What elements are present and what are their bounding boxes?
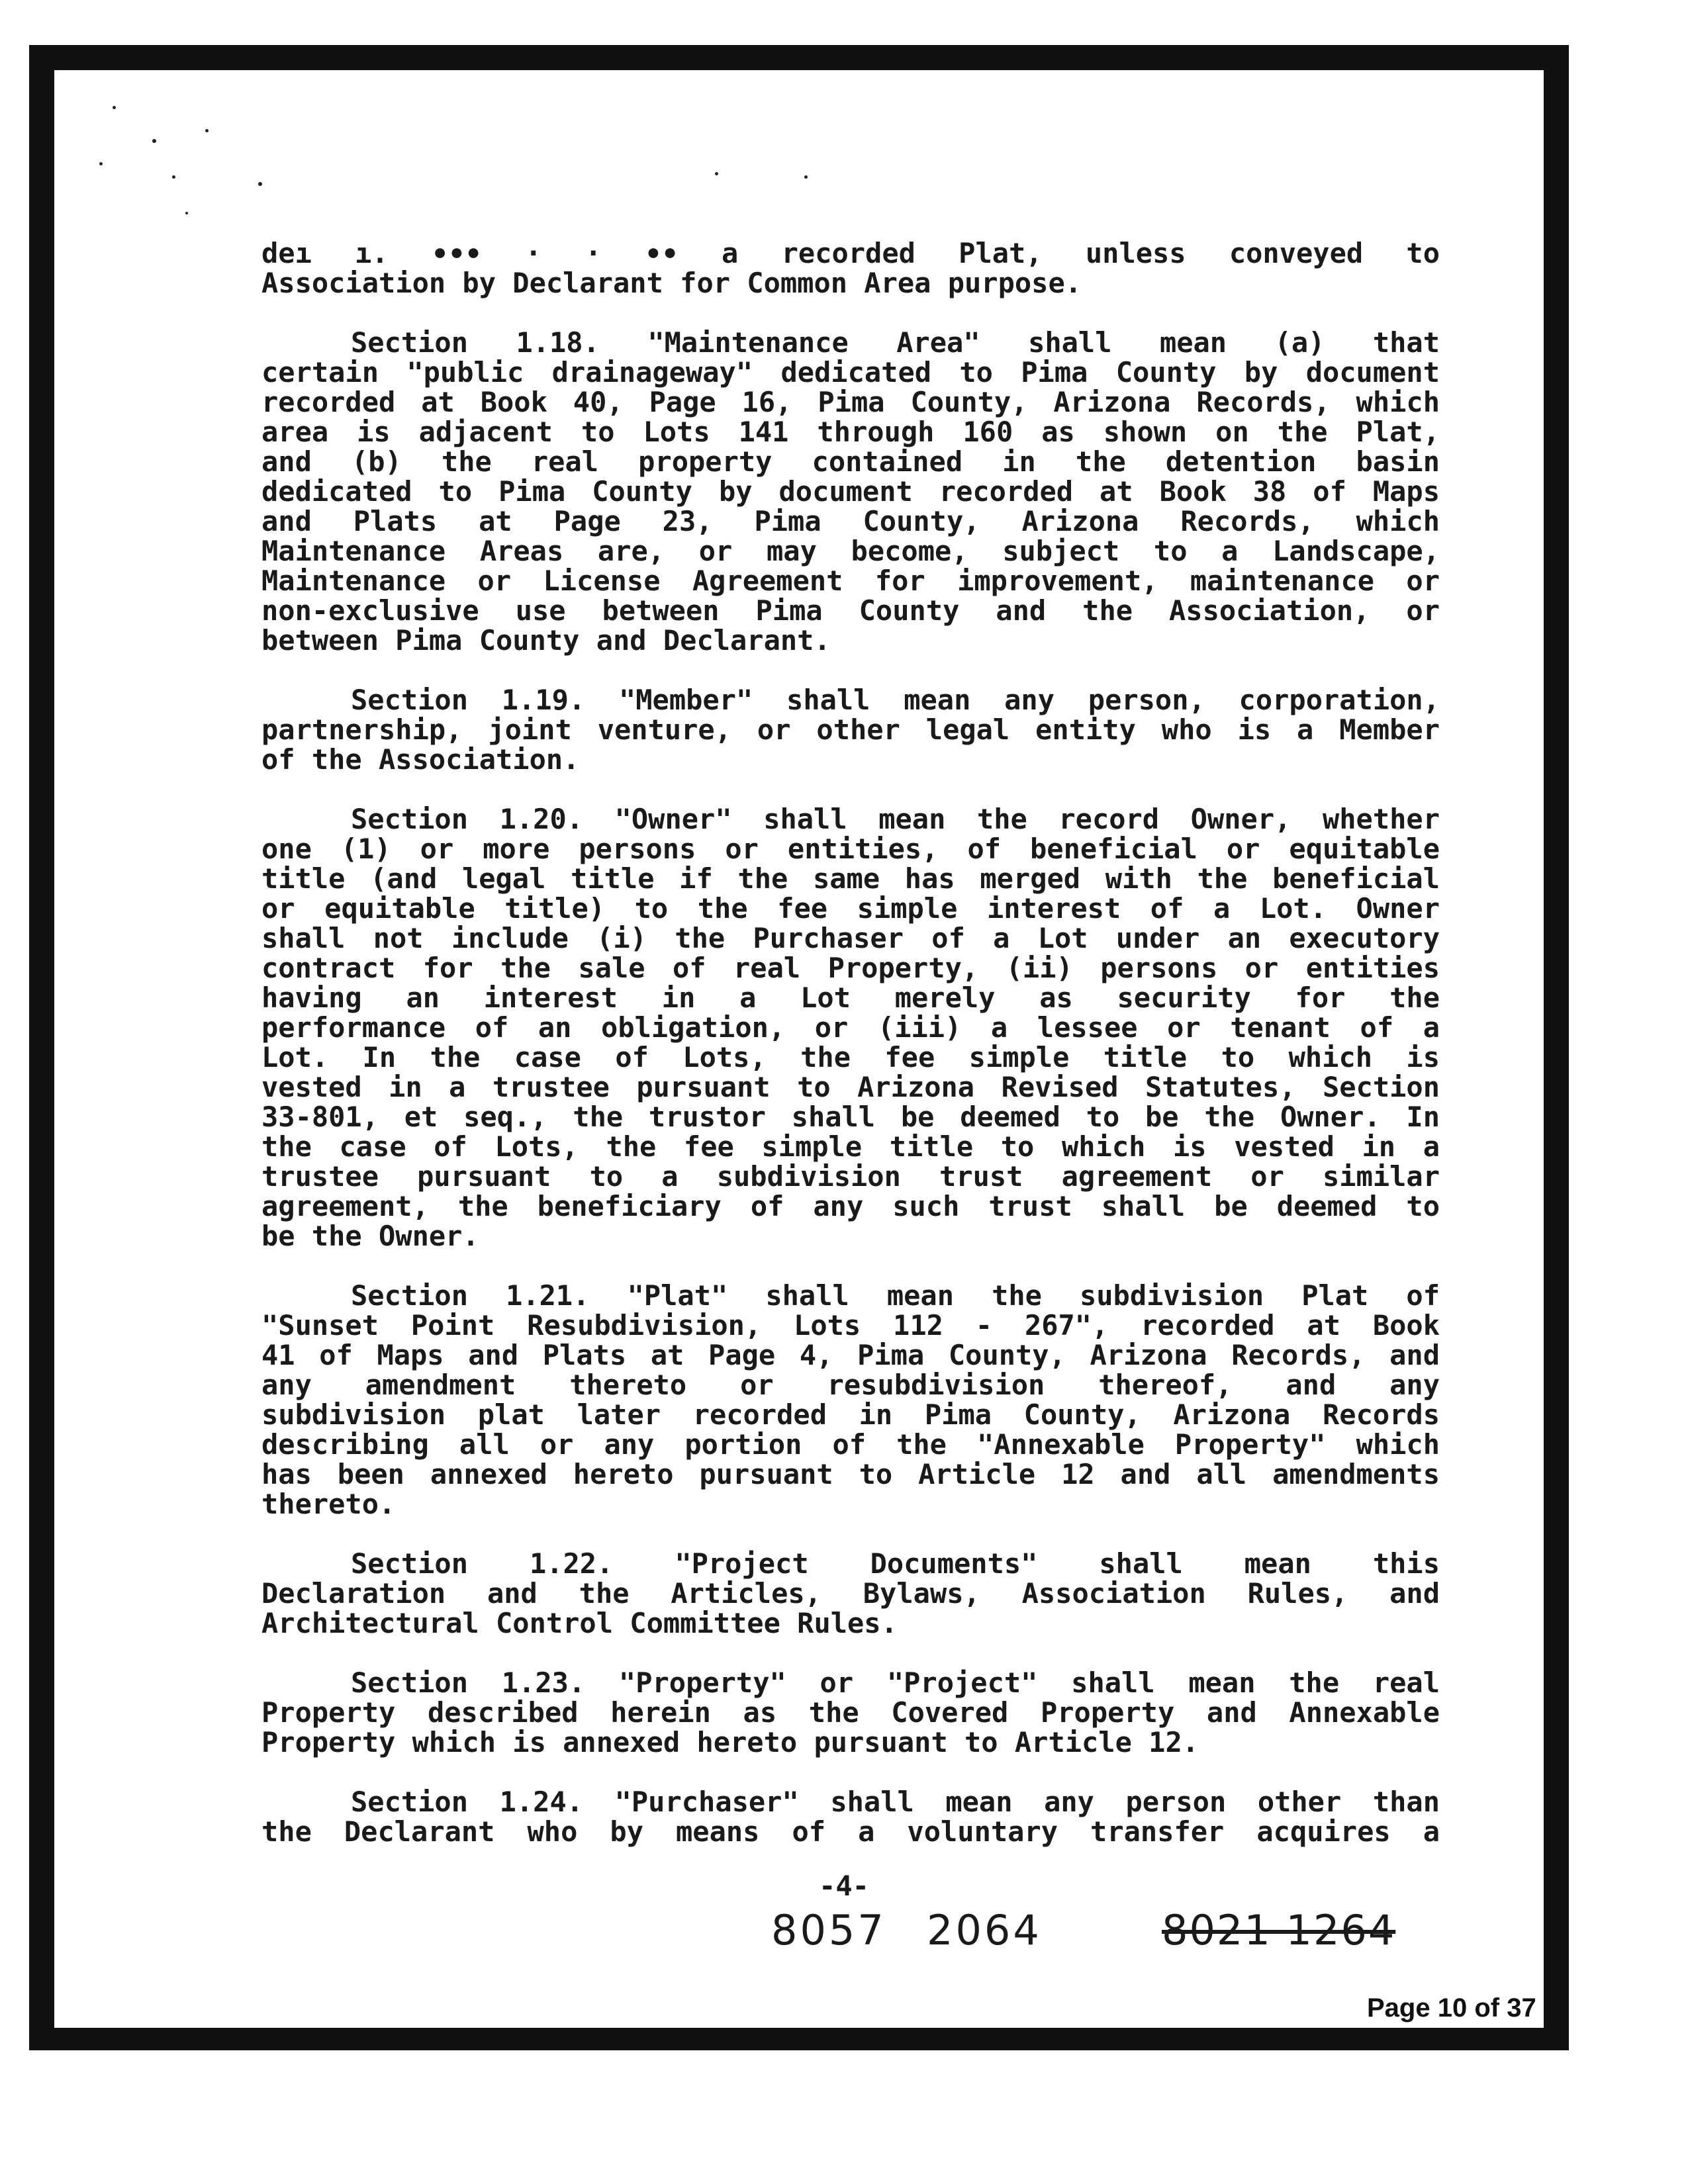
section-1-21: [261, 1281, 1440, 1519]
text-line: having an interest in a Lot merely as security for the: [261, 981, 1440, 1014]
text-line: the case of Lots, the fee simple title to which is vested in a: [261, 1130, 1440, 1163]
text-line: or equitable title) to the fee simple interest of a Lot. Owner: [261, 892, 1440, 925]
text-line: "Sunset Point Resubdivision, Lots 112 - 267", recorded at Book: [261, 1309, 1440, 1342]
text-line: the Declarant who by means of a voluntary transfer acquires a: [261, 1815, 1440, 1848]
section-heading-line: Section 1.21. "Plat" shall mean the subdivision Plat of: [351, 1279, 1440, 1312]
section-heading-line: Section 1.18. "Maintenance Area" shall mean (a) that: [351, 326, 1440, 359]
section-heading-line: Section 1.24. "Purchaser" shall mean any person other than: [351, 1786, 1440, 1818]
text-line: Maintenance Areas are, or may become, subject to a Landscape,: [261, 535, 1440, 567]
section-1-22: [261, 1549, 1440, 1638]
section-heading-line: Section 1.20. "Owner" shall mean the record Owner, whether: [351, 803, 1440, 835]
text-line: thereto.: [261, 1488, 396, 1520]
scan-border-bottom: [29, 2028, 1569, 2050]
text-line: 41 of Maps and Plats at Page 4, Pima County, Arizona Records, and: [261, 1339, 1440, 1371]
page-number: -4-: [819, 1870, 869, 1902]
text-line: describing all or any portion of the "Annexable Property" which: [261, 1428, 1440, 1461]
text-line: any amendment thereto or resubdivision thereof, and any: [261, 1369, 1440, 1401]
scan-border-right: [1544, 45, 1569, 2048]
text-line: partnership, joint venture, or other legal entity who is a Member: [261, 713, 1440, 746]
text-line: deı ı. ∙∙∙ · · ∙∙ a recorded Plat, unless conveyed to: [261, 237, 1440, 269]
text-line: be the Owner.: [261, 1220, 479, 1252]
section-1-19: [261, 685, 1440, 774]
scan-border-top: [29, 45, 1569, 70]
text-line: 33-801, et seq., the trustor shall be deemed to be the Owner. In: [261, 1101, 1440, 1133]
text-line: dedicated to Pima County by document recorded at Book 38 of Maps: [261, 475, 1440, 508]
text-line: and Plats at Page 23, Pima County, Arizona Records, which: [261, 505, 1440, 537]
text-line: title (and legal title if the same has merged with the beneficial: [261, 862, 1440, 895]
text-line: Declaration and the Articles, Bylaws, Association Rules, and: [261, 1577, 1440, 1610]
text-line: Maintenance or License Agreement for improvement, maintenance or: [261, 565, 1440, 597]
scan-border-left: [29, 45, 54, 2048]
text-line: agreement, the beneficiary of any such trust shall be deemed to: [261, 1190, 1440, 1222]
text-line: between Pima County and Declarant.: [261, 624, 831, 657]
recording-page-number: 2064: [927, 1906, 1042, 1954]
struck-recording-reference: 8021 1264: [1162, 1906, 1396, 1954]
text-line: of the Association.: [261, 743, 580, 776]
text-line: recorded at Book 40, Page 16, Pima County, Arizona Records, which: [261, 386, 1440, 418]
footer-page-label: Page 10 of 37: [1367, 1993, 1536, 2023]
recording-book-number: 8057: [771, 1906, 886, 1954]
paragraph-fragment: [261, 238, 1440, 298]
text-line: performance of an obligation, or (iii) a lessee or tenant of a: [261, 1011, 1440, 1044]
text-line: has been annexed hereto pursuant to Article 12 and all amendments: [261, 1458, 1440, 1490]
section-heading-line: Section 1.19. "Member" shall mean any person, corporation,: [351, 684, 1440, 716]
text-line: subdivision plat later recorded in Pima County, Arizona Records: [261, 1398, 1440, 1431]
text-line: certain "public drainageway" dedicated to Pima County by document: [261, 356, 1440, 388]
text-line: one (1) or more persons or entities, of beneficial or equitable: [261, 833, 1440, 865]
document-body: [261, 238, 1440, 1876]
section-heading-line: Section 1.23. "Property" or "Project" shall mean the real: [351, 1666, 1440, 1699]
text-line: Association by Declarant for Common Area purpose.: [261, 267, 1082, 299]
text-line: Lot. In the case of Lots, the fee simple title to which is: [261, 1041, 1440, 1073]
section-1-23: [261, 1668, 1440, 1757]
text-line: Property which is annexed hereto pursuant to Article 12.: [261, 1726, 1199, 1758]
text-line: vested in a trustee pursuant to Arizona Revised Statutes, Section: [261, 1071, 1440, 1103]
section-1-24: [261, 1787, 1440, 1846]
text-line: Property described herein as the Covered Property and Annexable: [261, 1696, 1440, 1729]
text-line: and (b) the real property contained in the detention basin: [261, 445, 1440, 478]
text-line: contract for the sale of real Property, (ii) persons or entities: [261, 952, 1440, 984]
section-heading-line: Section 1.22. "Project Documents" shall mean this: [351, 1547, 1440, 1580]
text-line: non-exclusive use between Pima County and the Association, or: [261, 594, 1440, 627]
text-line: Architectural Control Committee Rules.: [261, 1607, 898, 1639]
text-line: shall not include (i) the Purchaser of a Lot under an executory: [261, 922, 1440, 954]
text-line: trustee pursuant to a subdivision trust agreement or similar: [261, 1160, 1440, 1193]
text-line: area is adjacent to Lots 141 through 160 as shown on the Plat,: [261, 416, 1440, 448]
section-1-20: [261, 804, 1440, 1251]
section-1-18: [261, 328, 1440, 655]
